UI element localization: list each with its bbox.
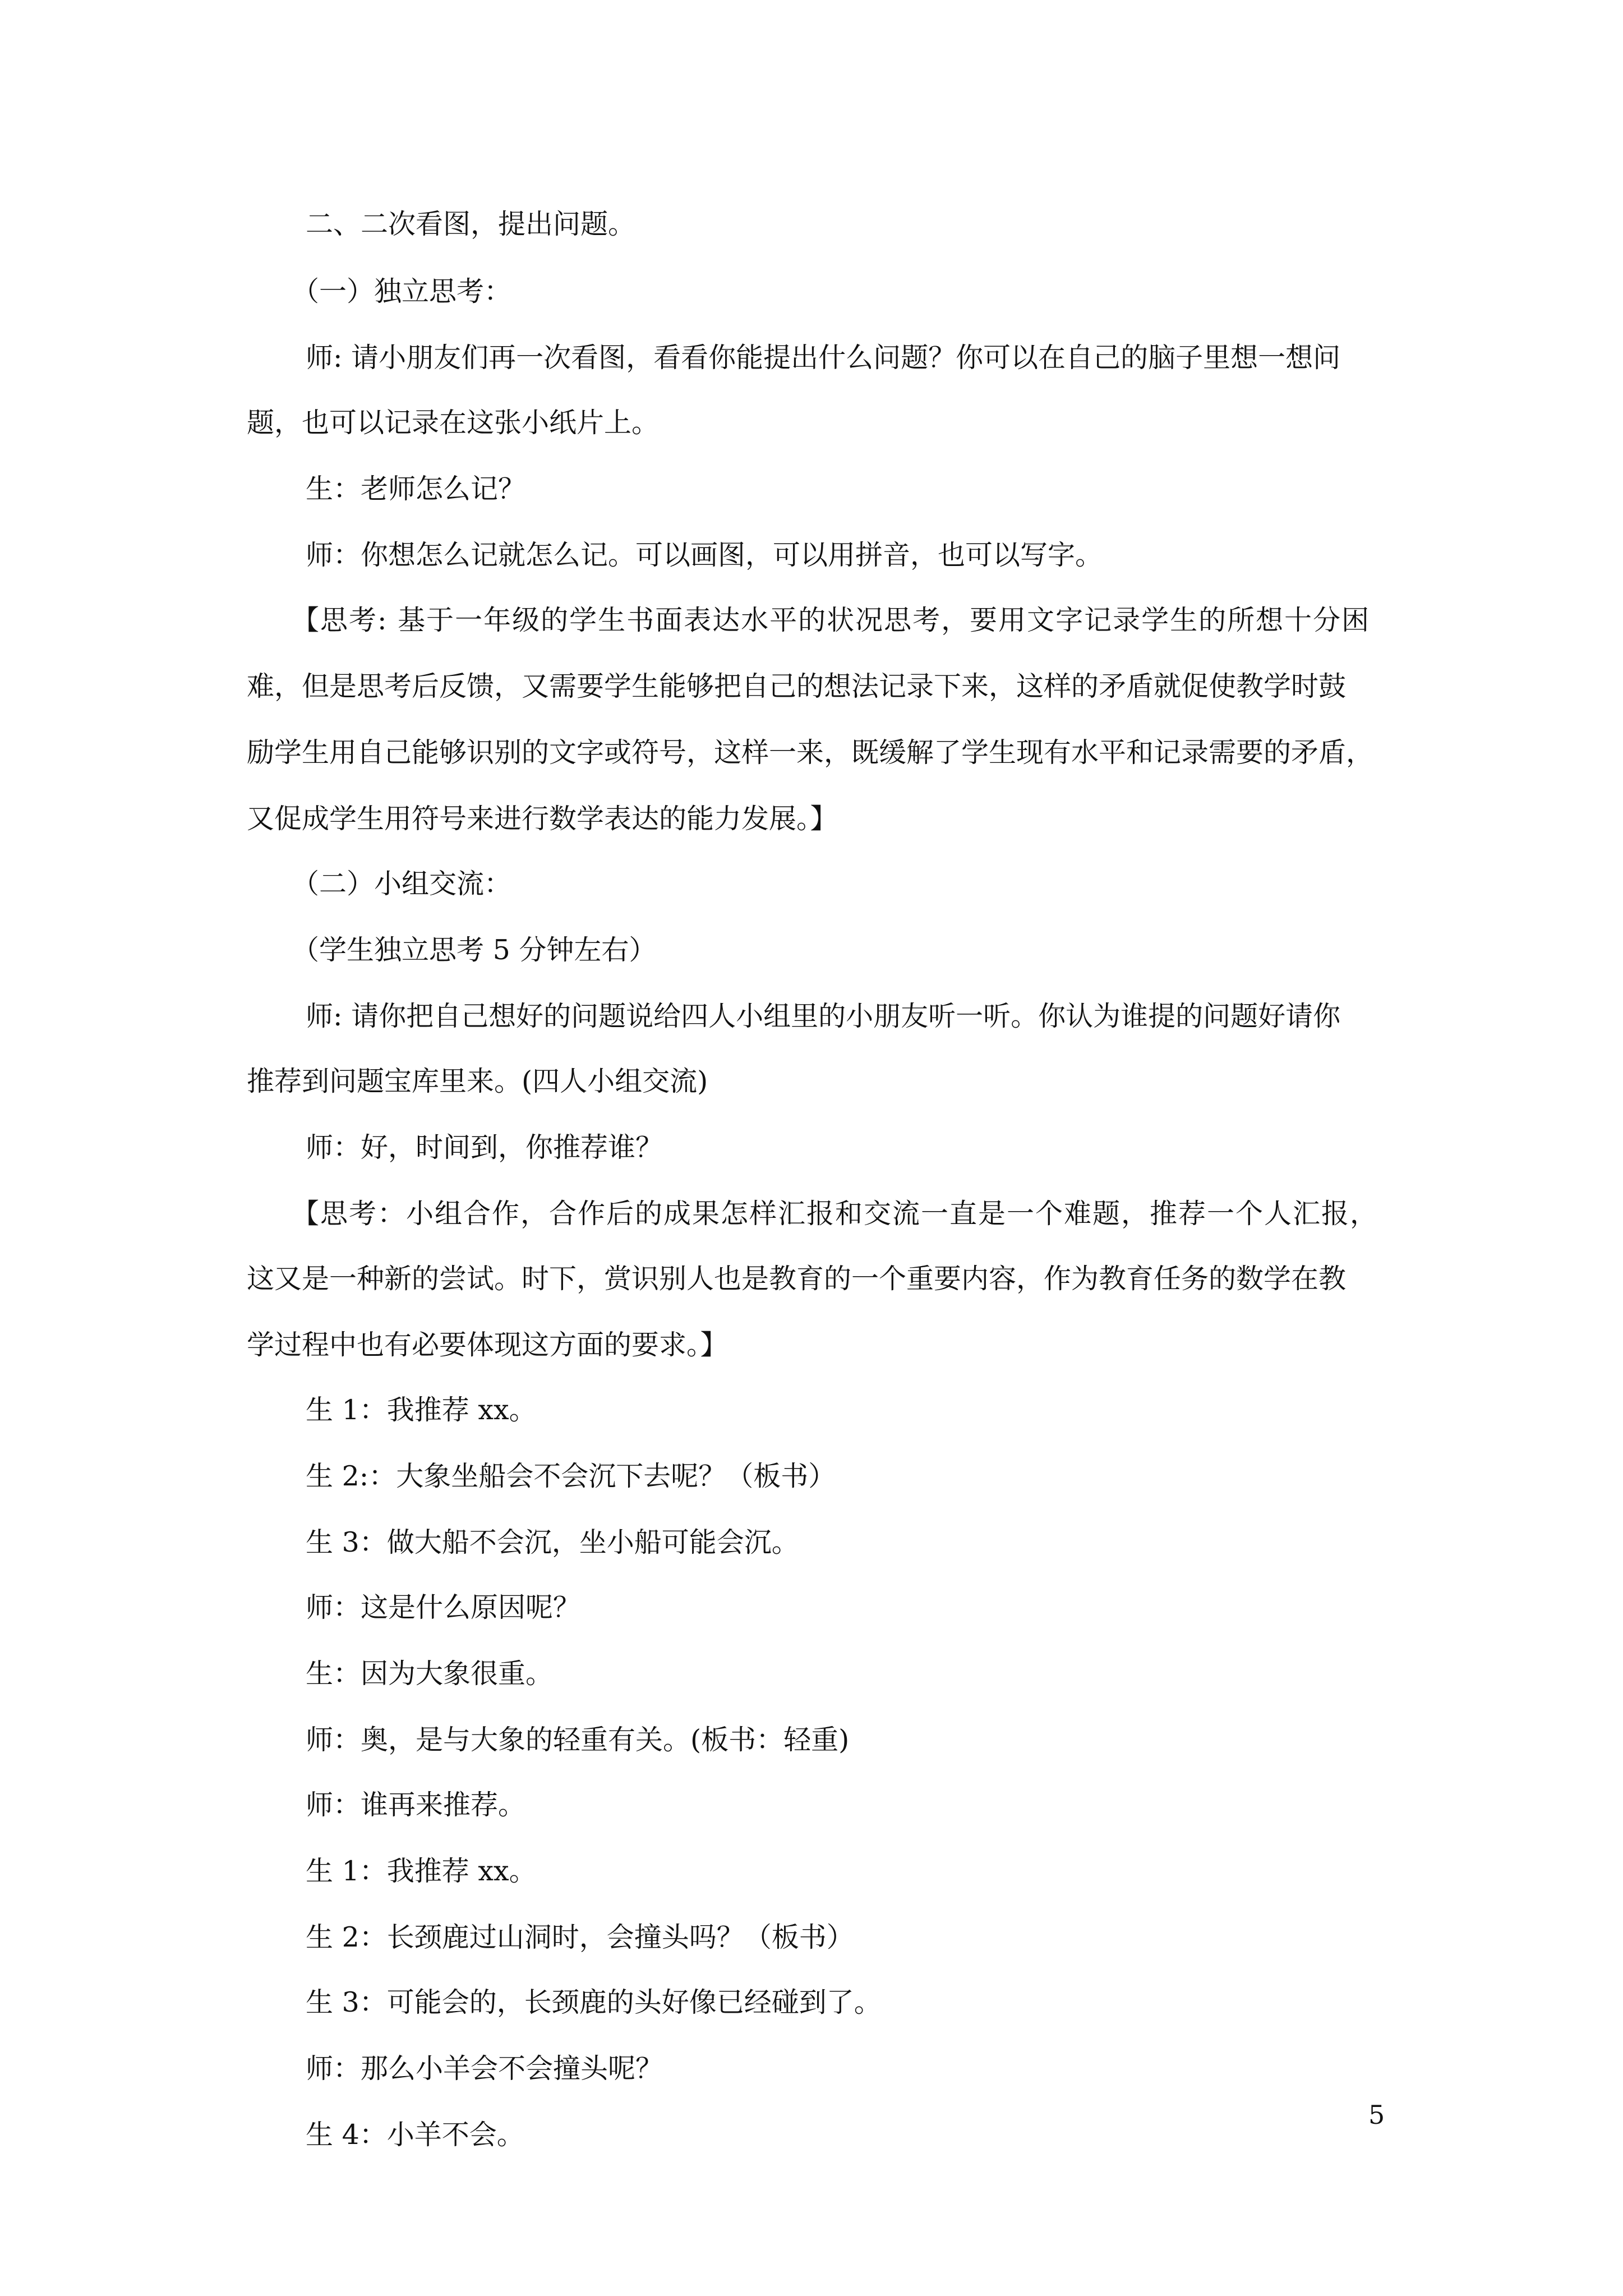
section-heading: 二、二次看图，提出问题。: [306, 208, 636, 240]
reflection-line: 学过程中也有必要体现这方面的要求。】: [247, 1329, 728, 1361]
dialogue-line: 生 2:：大象坐船会不会沉下去呢？（板书）: [306, 1460, 836, 1492]
reflection-line: 这又是一种新的尝试。时下，赏识别人也是教育的一个重要内容，作为教育任务的数学在教: [247, 1263, 1347, 1295]
dialogue-line: 生：因为大象很重。: [306, 1658, 554, 1690]
dialogue-line: 生 4：小羊不会。: [306, 2119, 524, 2151]
paragraph-line: 题，也可以记录在这张小纸片上。: [247, 407, 660, 439]
dialogue-line: 师：那么小羊会不会撞头呢？: [306, 2053, 663, 2085]
dialogue-line: 师：这是什么原因呢？: [306, 1591, 581, 1623]
reflection-line: 难，但是思考后反馈，又需要学生能够把自己的想法记录下来，这样的矛盾就促使教学时鼓: [247, 670, 1347, 702]
dialogue-line: 推荐到问题宝库里来。(四人小组交流): [247, 1065, 708, 1097]
dialogue-line: 师：好，时间到，你推荐谁？: [306, 1131, 663, 1163]
dialogue-line: 生 3：可能会的，长颈鹿的头好像已经碰到了。: [306, 1986, 882, 2018]
dialogue-line: 生：老师怎么记？: [306, 473, 526, 505]
reflection-line: 【思考：小组合作，合作后的成果怎样汇报和交流一直是一个难题，推荐一个人汇报，: [292, 1198, 1379, 1230]
reflection-line: 【思考: 基于一年级的学生书面表达水平的状况思考，要用文字记录学生的所想十分困: [292, 604, 1371, 636]
dialogue-line: 师: 请你把自己想好的问题说给四人小组里的小朋友听一听。你认为谁提的问题好请你: [306, 1000, 1341, 1032]
stage-direction: （学生独立思考 5 分钟左右）: [292, 934, 657, 966]
dialogue-line: 生 1：我推荐 xx。: [306, 1855, 537, 1887]
page-number: 5: [1368, 2100, 1385, 2130]
dialogue-line: 师：奥，是与大象的轻重有关。(板书：轻重): [306, 1724, 850, 1756]
subsection-heading: （二）小组交流：: [292, 868, 512, 900]
reflection-line: 又促成学生用符号来进行数学表达的能力发展。】: [247, 803, 838, 835]
paragraph-line: 师: 请小朋友们再一次看图，看看你能提出什么问题？你可以在自己的脑子里想一想问: [306, 342, 1341, 374]
subsection-heading: （一）独立思考：: [292, 275, 512, 307]
dialogue-line: 生 2：长颈鹿过山洞时，会撞头吗？（板书）: [306, 1921, 854, 1953]
dialogue-line: 生 1：我推荐 xx。: [306, 1394, 537, 1426]
dialogue-line: 生 3：做大船不会沉，坐小船可能会沉。: [306, 1526, 799, 1558]
dialogue-line: 师：谁再来推荐。: [306, 1789, 526, 1821]
dialogue-line: 师：你想怎么记就怎么记。可以画图，可以用拼音，也可以写字。: [306, 539, 1103, 571]
reflection-line: 励学生用自己能够识别的文字或符号，这样一来，既缓解了学生现有水平和记录需要的矛盾，: [247, 737, 1374, 769]
